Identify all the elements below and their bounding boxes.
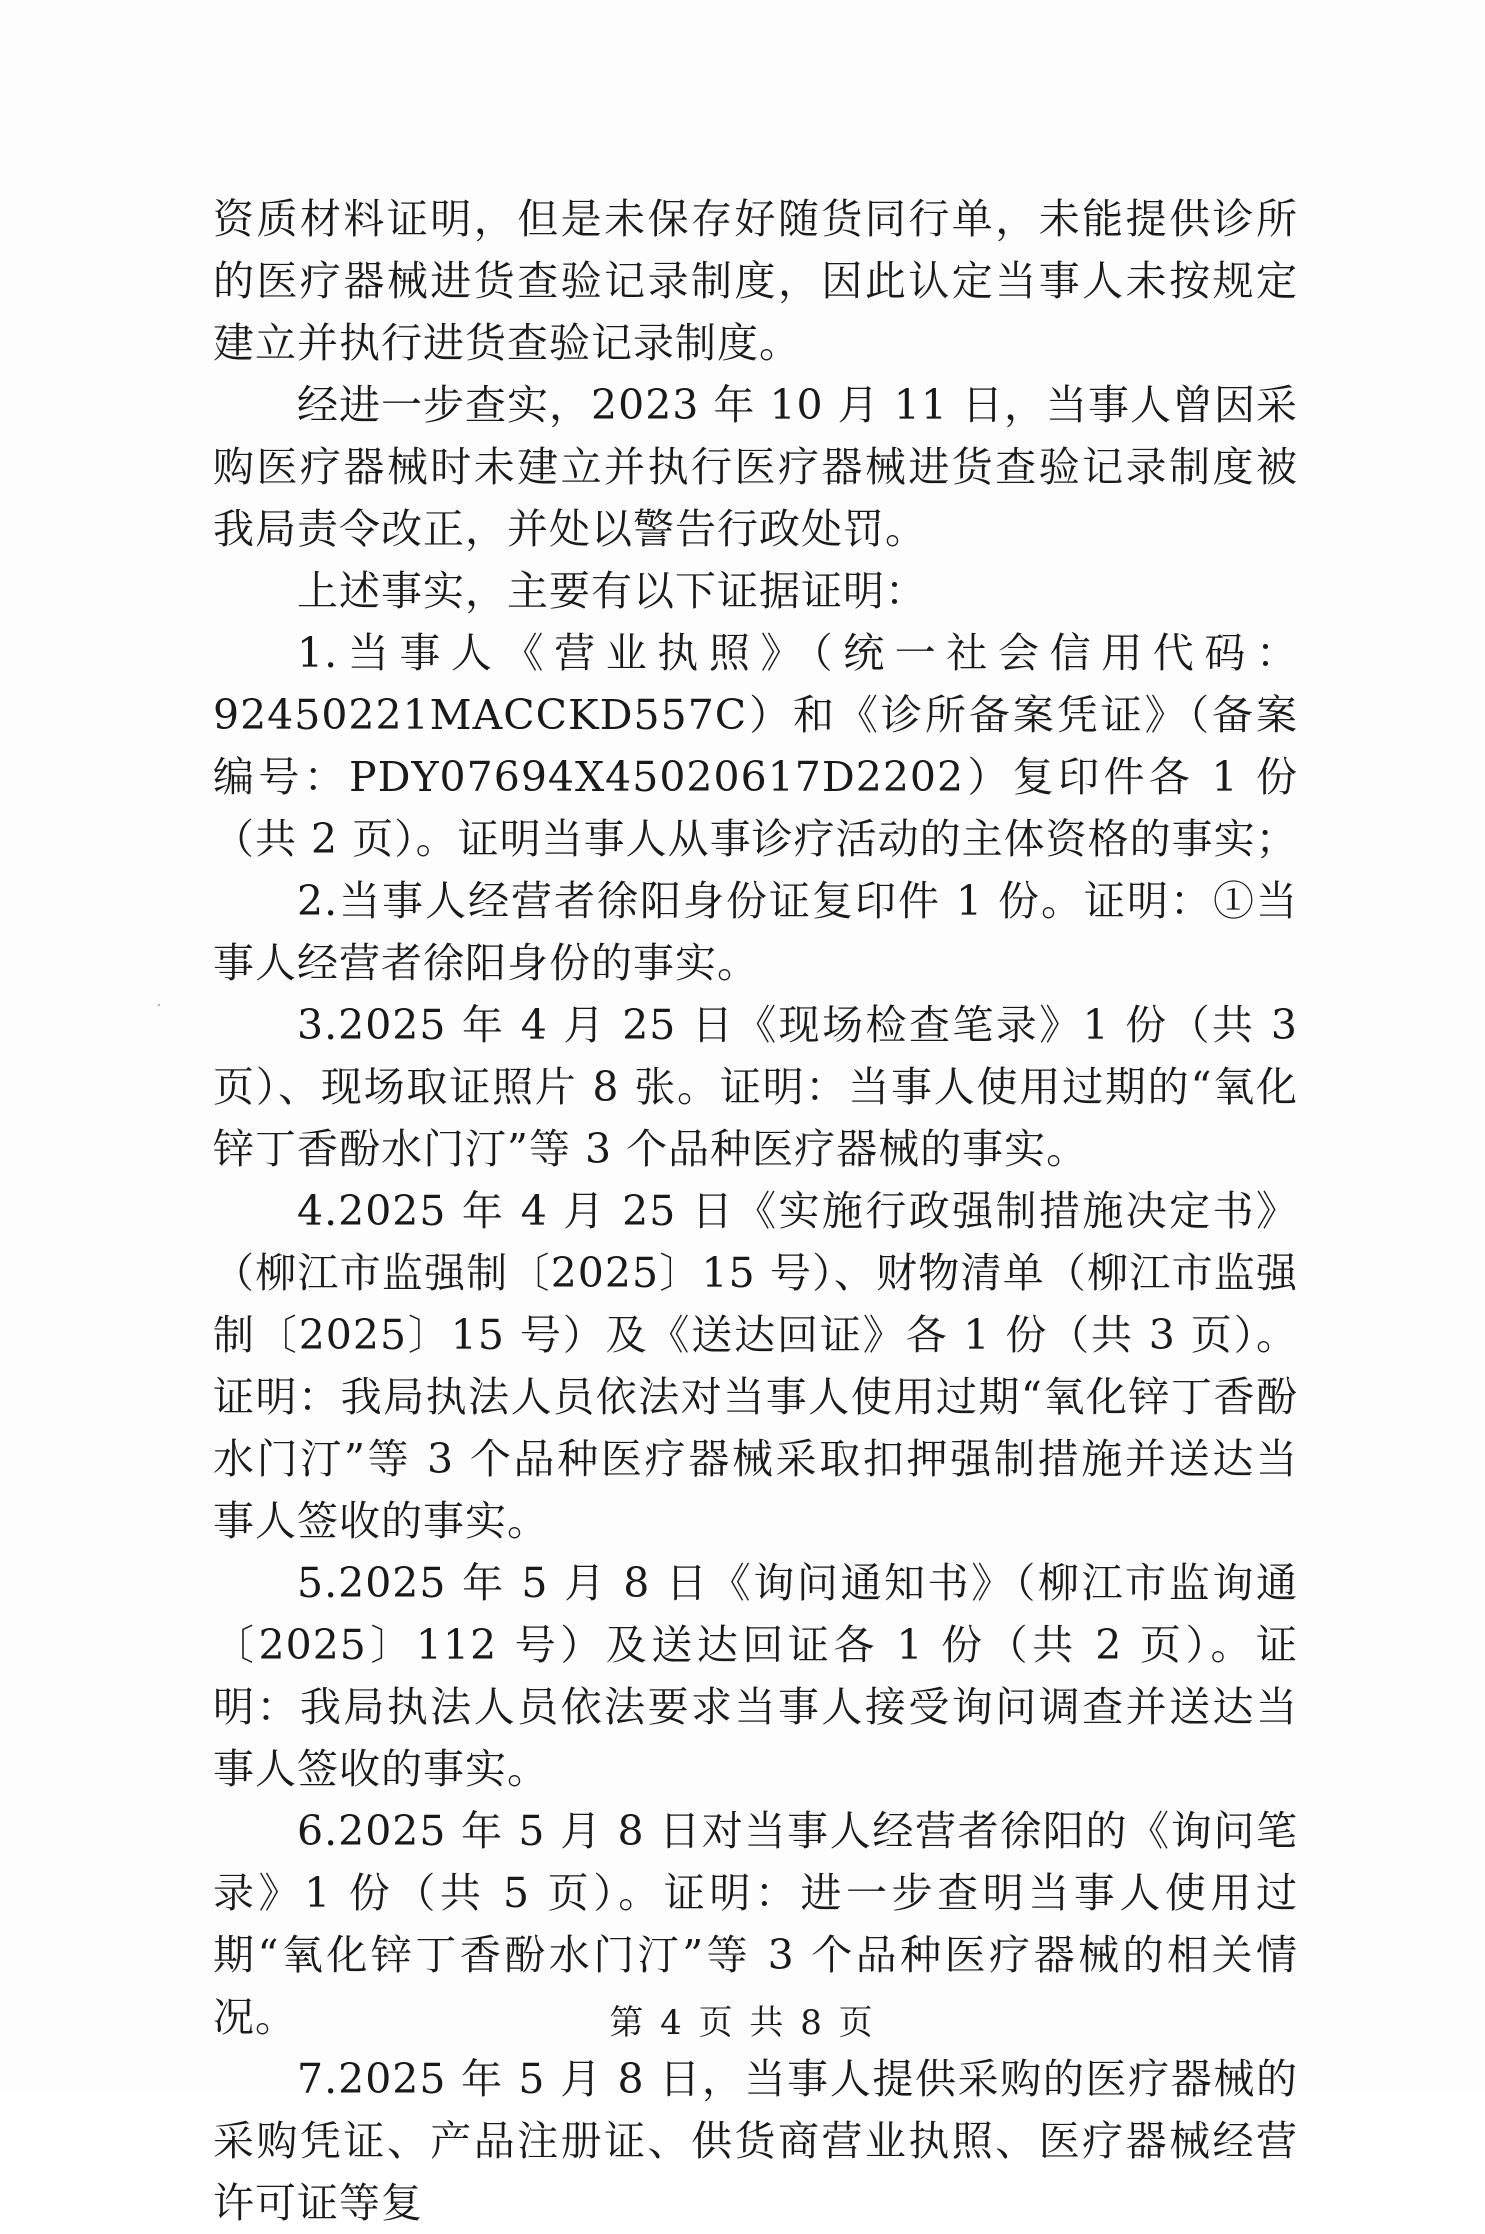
evidence-item-2: 2.当事人经营者徐阳身份证复印件 1 份。证明：①当事人经营者徐阳身份的事实。 <box>213 877 1298 987</box>
paragraph-evidence-intro: 上述事实，主要有以下证据证明： <box>297 567 927 615</box>
evidence-item-6: 6.2025 年 5 月 8 日对当事人经营者徐阳的《询问笔录》1 份（共 5 页）。证明：进一步查明当事人使用过期“氧化锌丁香酚水门汀”等 3 个品种医疗器械的相关情况。 <box>213 1807 1298 2041</box>
document-body <box>213 188 1298 2234</box>
paragraph-prior-penalty: 经进一步查实，2023 年 10 月 11 日，当事人曾因采购医疗器械时未建立并执行医疗器械进货查验记录制度被我局责令改正，并处以警告行政处罚。 <box>213 381 1298 553</box>
evidence-item-5: 5.2025 年 5 月 8 日《询问通知书》（柳江市监询通〔2025〕112 号）及送达回证各 1 份（共 2 页）。证明：我局执法人员依法要求当事人接受询问调查并送达当事人签收的事实。 <box>213 1559 1298 1793</box>
evidence-item-1: 1.当事人《营业执照》（统一社会信用代码：92450221MACCKD557C）和《诊所备案凭证》（备案编号：PDY07694X45020617D2202）复印件各 1 份（共 2 页）。证明当事人从事诊疗活动的主体资格的事实； <box>213 629 1298 863</box>
page-number-footer: 第 4 页 共 8 页 <box>609 2003 876 2043</box>
evidence-item-3: 3.2025 年 4 月 25 日《现场检查笔录》1 份（共 3 页）、现场取证照片 8 张。证明：当事人使用过期的“氧化锌丁香酚水门汀”等 3 个品种医疗器械的事实。 <box>213 1001 1298 1173</box>
evidence-item-7: 7.2025 年 5 月 8 日，当事人提供采购的医疗器械的采购凭证、产品注册证、供货商营业执照、医疗器械经营许可证等复 <box>213 2055 1298 2227</box>
scan-speck <box>158 1004 160 1006</box>
evidence-item-4: 4.2025 年 4 月 25 日《实施行政强制措施决定书》（柳江市监强制〔2025〕15 号）、财物清单（柳江市监强制〔2025〕15 号）及《送达回证》各 1 份（共 3 页）。证明：我局执法人员依法对当事人使用过期“氧化锌丁香酚水门汀”等 3 个品种医疗器械采取扣押强制措施并送达当事人签收的事实。 <box>213 1187 1298 1545</box>
paragraph-continuation: 资质材料证明，但是未保存好随货同行单，未能提供诊所的医疗器械进货查验记录制度，因此认定当事人未按规定建立并执行进货查验记录制度。 <box>213 195 1298 367</box>
